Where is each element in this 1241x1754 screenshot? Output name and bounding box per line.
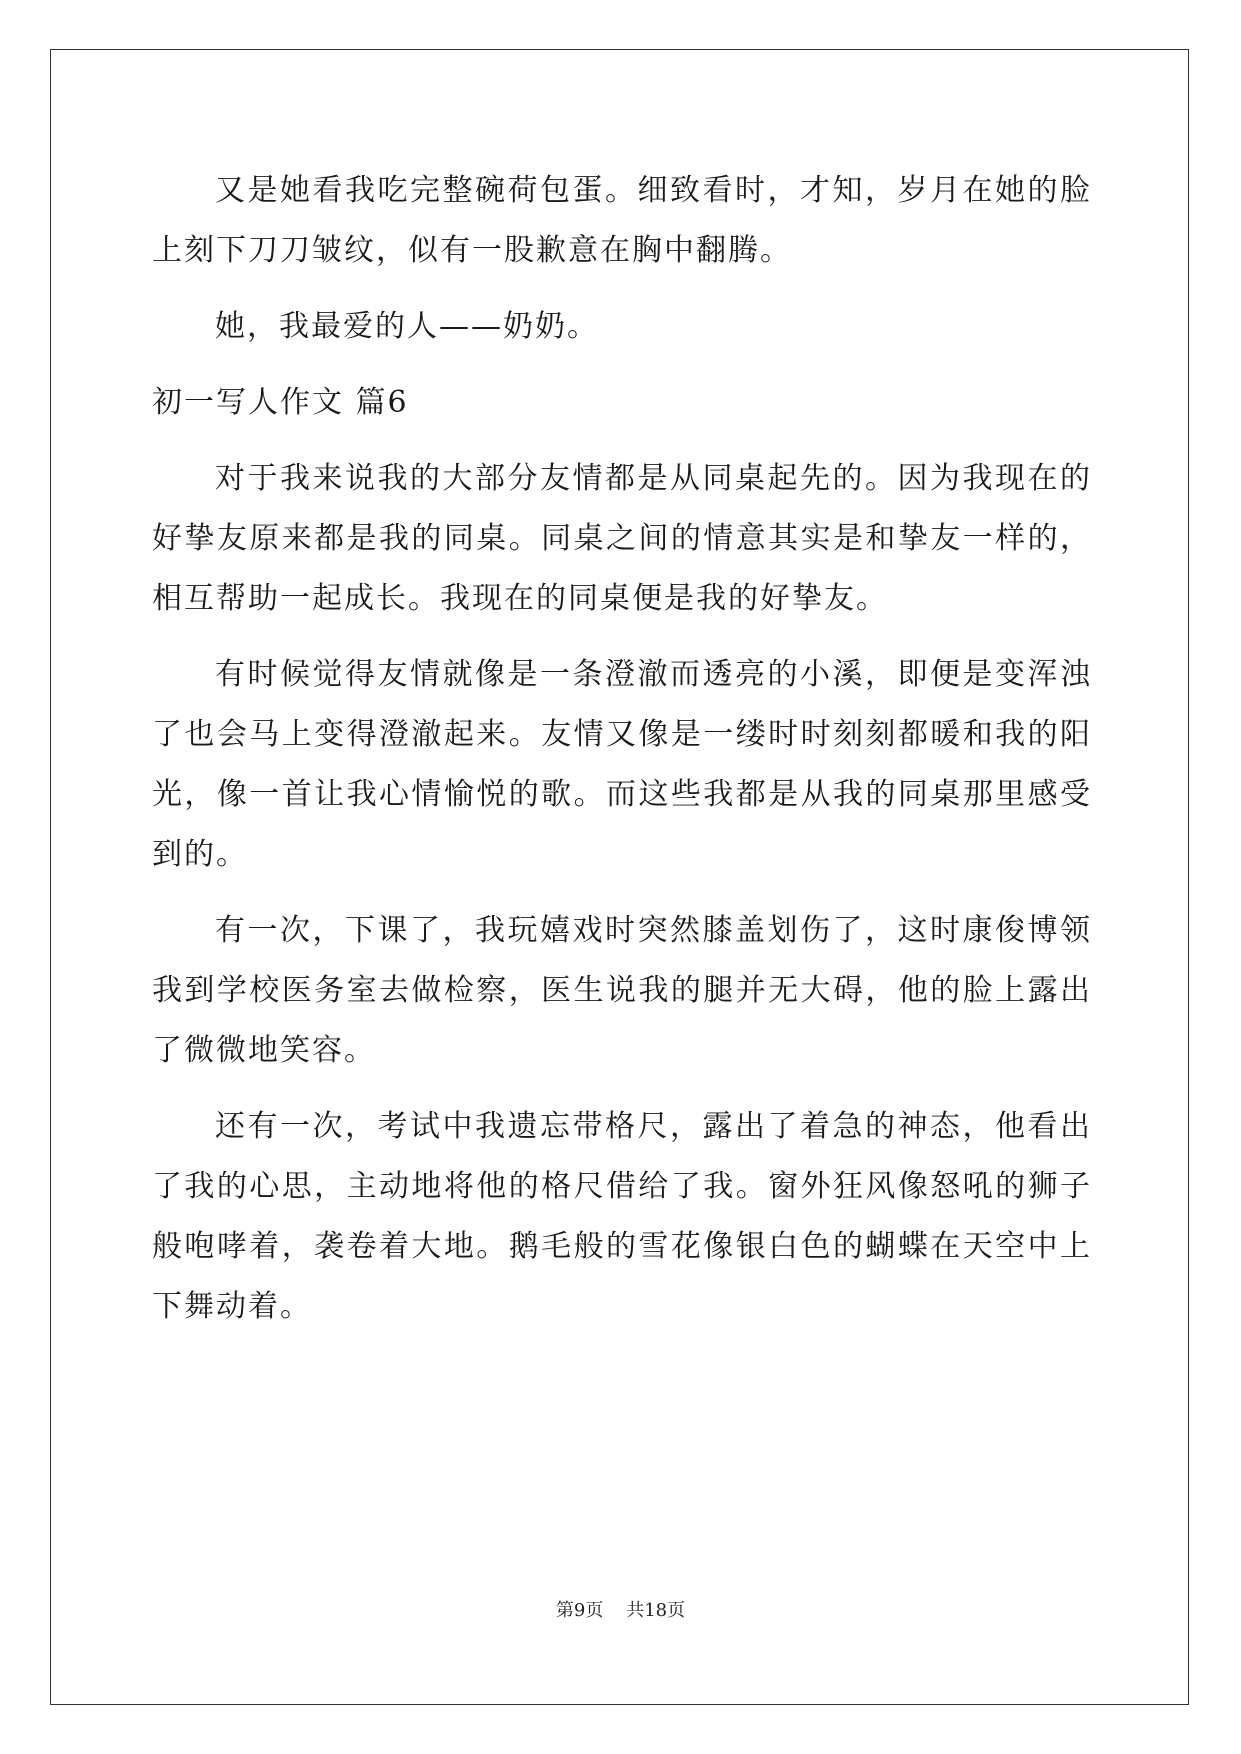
page-footer <box>0 1596 1241 1622</box>
page-total: 共18页 <box>626 1600 686 1621</box>
paragraph: 她，我最爱的人——奶奶。 <box>215 309 599 344</box>
paragraph: 有一次，下课了，我玩嬉戏时突然膝盖划伤了，这时康俊博领我到学校医务室去做检察，医生说我的腿并无大碍，他的脸上露出了微微地笑容。 <box>152 913 1092 1068</box>
paragraph: 对于我来说我的大部分友情都是从同桌起先的。因为我现在的好挚友原来都是我的同桌。同桌之间的情意其实是和挚友一样的，相互帮助一起成长。我现在的同桌便是我的好挚友。 <box>152 461 1092 616</box>
page-number: 第9页 <box>555 1600 604 1621</box>
document-body <box>152 161 1092 1353</box>
paragraph: 还有一次，考试中我遗忘带格尺，露出了着急的神态，他看出了我的心思，主动地将他的格尺借给了我。窗外狂风像怒吼的狮子般咆哮着，袭卷着大地。鹅毛般的雪花像银白色的蝴蝶在天空中上下舞动着。 <box>152 1109 1092 1324</box>
paragraph: 又是她看我吃完整碗荷包蛋。细致看时，才知，岁月在她的脸上刻下刀刀皱纹，似有一股歉意在胸中翻腾。 <box>152 173 1092 268</box>
paragraph: 有时候觉得友情就像是一条澄澈而透亮的小溪，即便是变浑浊了也会马上变得澄澈起来。友情又像是一缕时时刻刻都暖和我的阳光，像一首让我心情愉悦的歌。而这些我都是从我的同桌那里感受到的。 <box>152 657 1092 872</box>
section-heading: 初一写人作文 篇6 <box>152 385 409 420</box>
